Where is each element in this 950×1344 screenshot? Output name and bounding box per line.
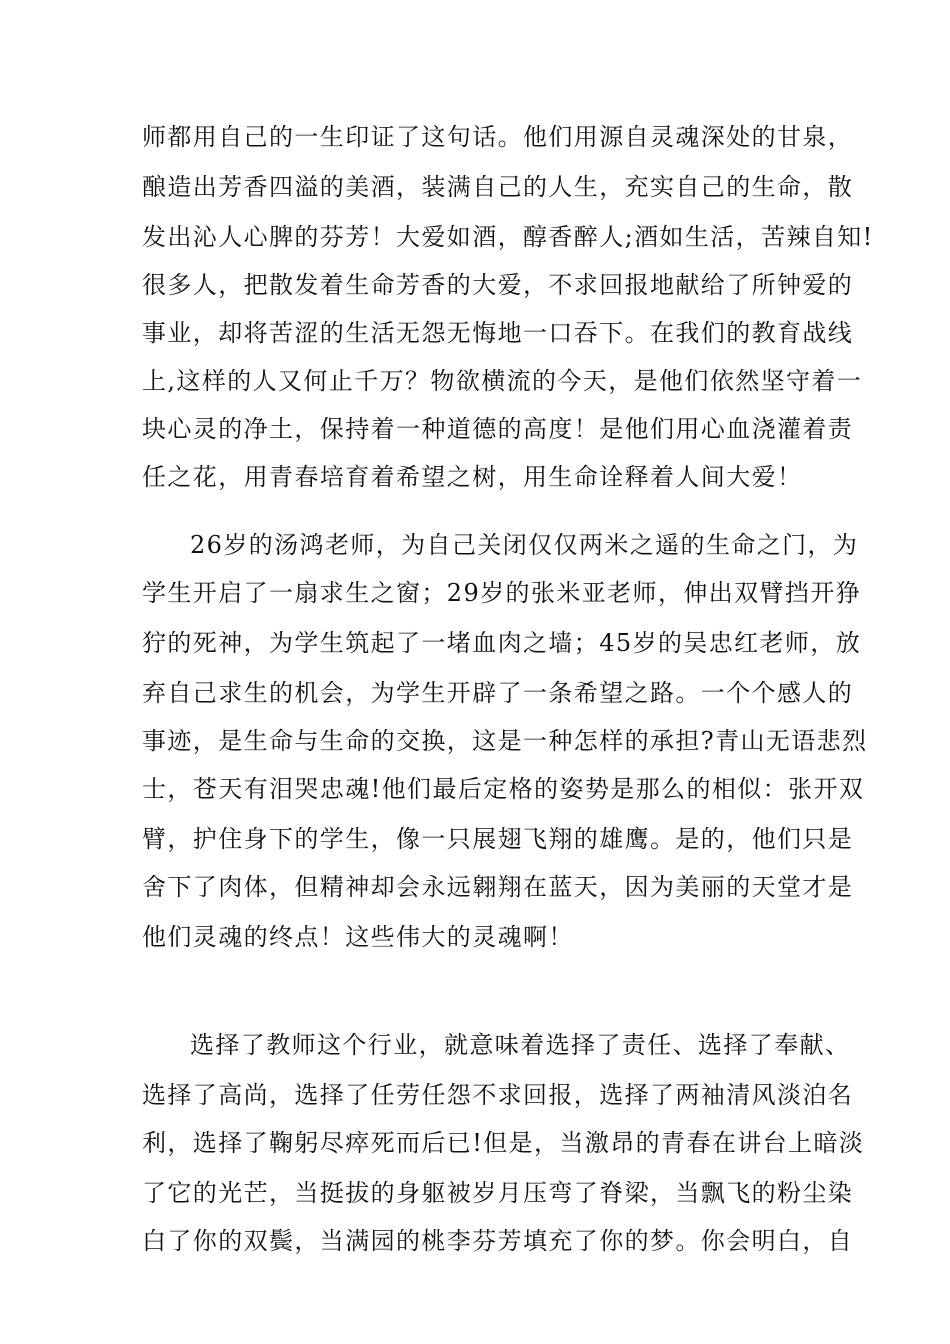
paragraph-2-line-6: 士，苍天有泪哭忠魂!他们最后定格的姿势是那么的相似：张开双 [142, 775, 865, 803]
paragraph-1-line-6: 上,这样的人又何止千万？物欲横流的今天，是他们依然坚守着一 [142, 367, 863, 395]
paragraph-2-line-7: 臂，护住身下的学生，像一只展翅飞翔的雄鹰。是的，他们只是 [142, 825, 854, 853]
paragraph-2-line-2: 学生开启了一扇求生之窗；29岁的张米亚老师，伸出双臂挡开狰 [142, 579, 862, 607]
paragraph-1-line-7: 块心灵的净土，保持着一种道德的高度！是他们用心血浇灌着责 [142, 415, 854, 443]
paragraph-1-line-5: 事业，却将苦涩的生活无怨无悔地一口吞下。在我们的教育战线 [142, 319, 854, 347]
paragraph-3-line-1: 选择了教师这个行业，就意味着选择了责任、选择了奉献、 [190, 1031, 851, 1059]
paragraph-3-line-4: 了它的光芒，当挺拔的身躯被岁月压弯了脊梁，当飘飞的粉尘染 [142, 1179, 854, 1207]
paragraph-2-line-3: 狞的死神，为学生筑起了一堵血肉之墙；45岁的吴忠红老师，放 [142, 629, 862, 657]
paragraph-3-line-3: 利，选择了鞠躬尽瘁死而后已!但是，当激昂的青春在讲台上暗淡 [142, 1129, 865, 1157]
paragraph-1-line-3: 发出沁人心脾的芬芳！大爱如酒，醇香醉人;酒如生活，苦辣自知! [142, 223, 874, 251]
paragraph-1-line-2: 酿造出芳香四溢的美酒，装满自己的人生，充实自己的生命，散 [142, 173, 854, 201]
paragraph-3-line-5: 白了你的双鬓，当满园的桃李芬芳填充了你的梦。你会明白，自 [142, 1227, 854, 1255]
paragraph-1-line-1: 师都用自己的一生印证了这句话。他们用源自灵魂深处的甘泉， [142, 123, 854, 151]
paragraph-1-line-8: 任之花，用青春培育着希望之树，用生命诠释着人间大爱！ [142, 463, 803, 491]
paragraph-2-line-8: 舍下了肉体，但精神却会永远翱翔在蓝天，因为美丽的天堂才是 [142, 873, 854, 901]
paragraph-2-line-5: 事迹，是生命与生命的交换，这是一种怎样的承担?青山无语悲烈 [142, 727, 868, 755]
paragraph-1-line-4: 很多人，把散发着生命芳香的大爱，不求回报地献给了所钟爱的 [142, 271, 854, 299]
paragraph-2-line-1: 26岁的汤鸿老师，为自己关闭仅仅两米之遥的生命之门，为 [190, 531, 859, 559]
paragraph-3-line-2: 选择了高尚，选择了任劳任怨不求回报，选择了两袖清风淡泊名 [142, 1081, 854, 1109]
paragraph-2-line-4: 弃自己求生的机会，为学生开辟了一条希望之路。一个个感人的 [142, 679, 854, 707]
paragraph-2-line-9: 他们灵魂的终点！这些伟大的灵魂啊！ [142, 923, 574, 951]
